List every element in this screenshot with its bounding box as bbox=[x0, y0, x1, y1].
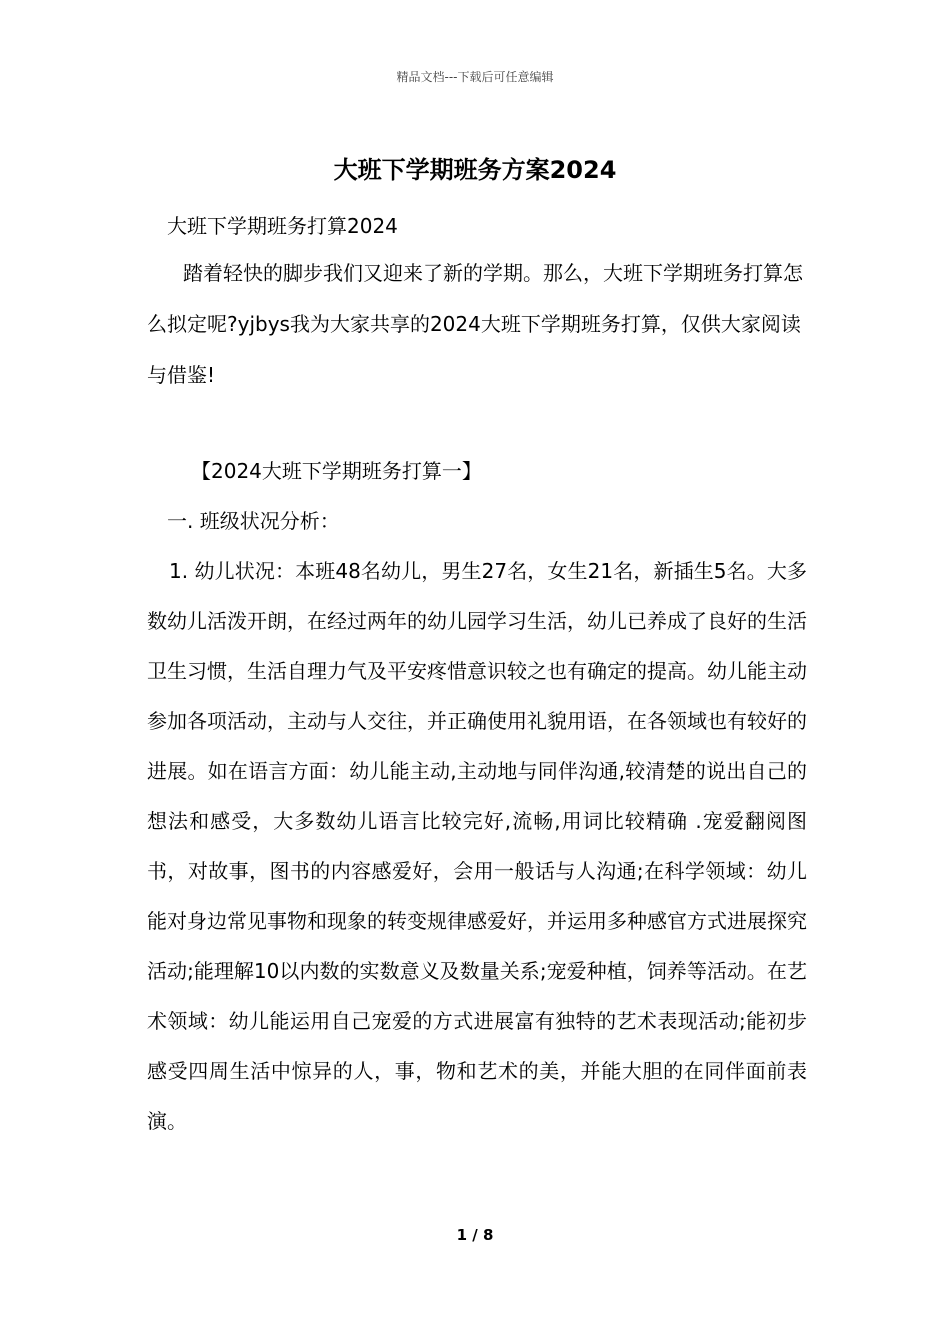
page-number: 1 / 8 bbox=[456, 1226, 494, 1244]
sub-heading: 一. 班级状况分析： bbox=[167, 509, 340, 533]
document-subtitle: 大班下学期班务打算2024 bbox=[167, 214, 398, 238]
document-title: 大班下学期班务方案2024 bbox=[333, 156, 617, 184]
section-heading: 【2024大班下学期班务打算一】 bbox=[191, 459, 482, 483]
intro-paragraph: 踏着轻快的脚步我们又迎来了新的学期。那么，大班下学期班务打算怎么拟定呢?yjbys我为大家共享的2024大班下学期班务打算，仅供大家阅读与借鉴! bbox=[147, 261, 803, 387]
page-header: 精品文档---下载后可任意编辑 bbox=[396, 70, 554, 84]
body-paragraph: 1. 幼儿状况：本班48名幼儿，男生27名，女生21名，新插生5名。大多数幼儿活泼开朗，在经过两年的幼儿园学习生活，幼儿已养成了良好的生活卫生习惯，生活自理力气及平安疼惜意识较之也有确定的提高。幼儿能主动参加各项活动，主动与人交往，并正确使用礼貌用语，在各领域也有较好的进展。如在语言方面：幼儿能主动,主动地与同伴沟通,较清楚的说出自己的想法和感受，大多数幼儿语言比较完好,流畅,用词比较精确 .宠爱翻阅图书，对故事，图书的内容感爱好，会用一般话与人沟通;在科学领域：幼儿能对身边常见事物和现象的转变规律感爱好，并运用多种感官方式进展探究活动;能理解10以内数的实数意义及数量关系;宠爱种植，饲养等活动。在艺术领域：幼儿能运用自己宠爱的方式进展富有独特的艺术表现活动;能初步感受四周生活中惊异的人，事，物和艺术的美，并能大胆的在同伴面前表演。 bbox=[147, 559, 807, 1133]
